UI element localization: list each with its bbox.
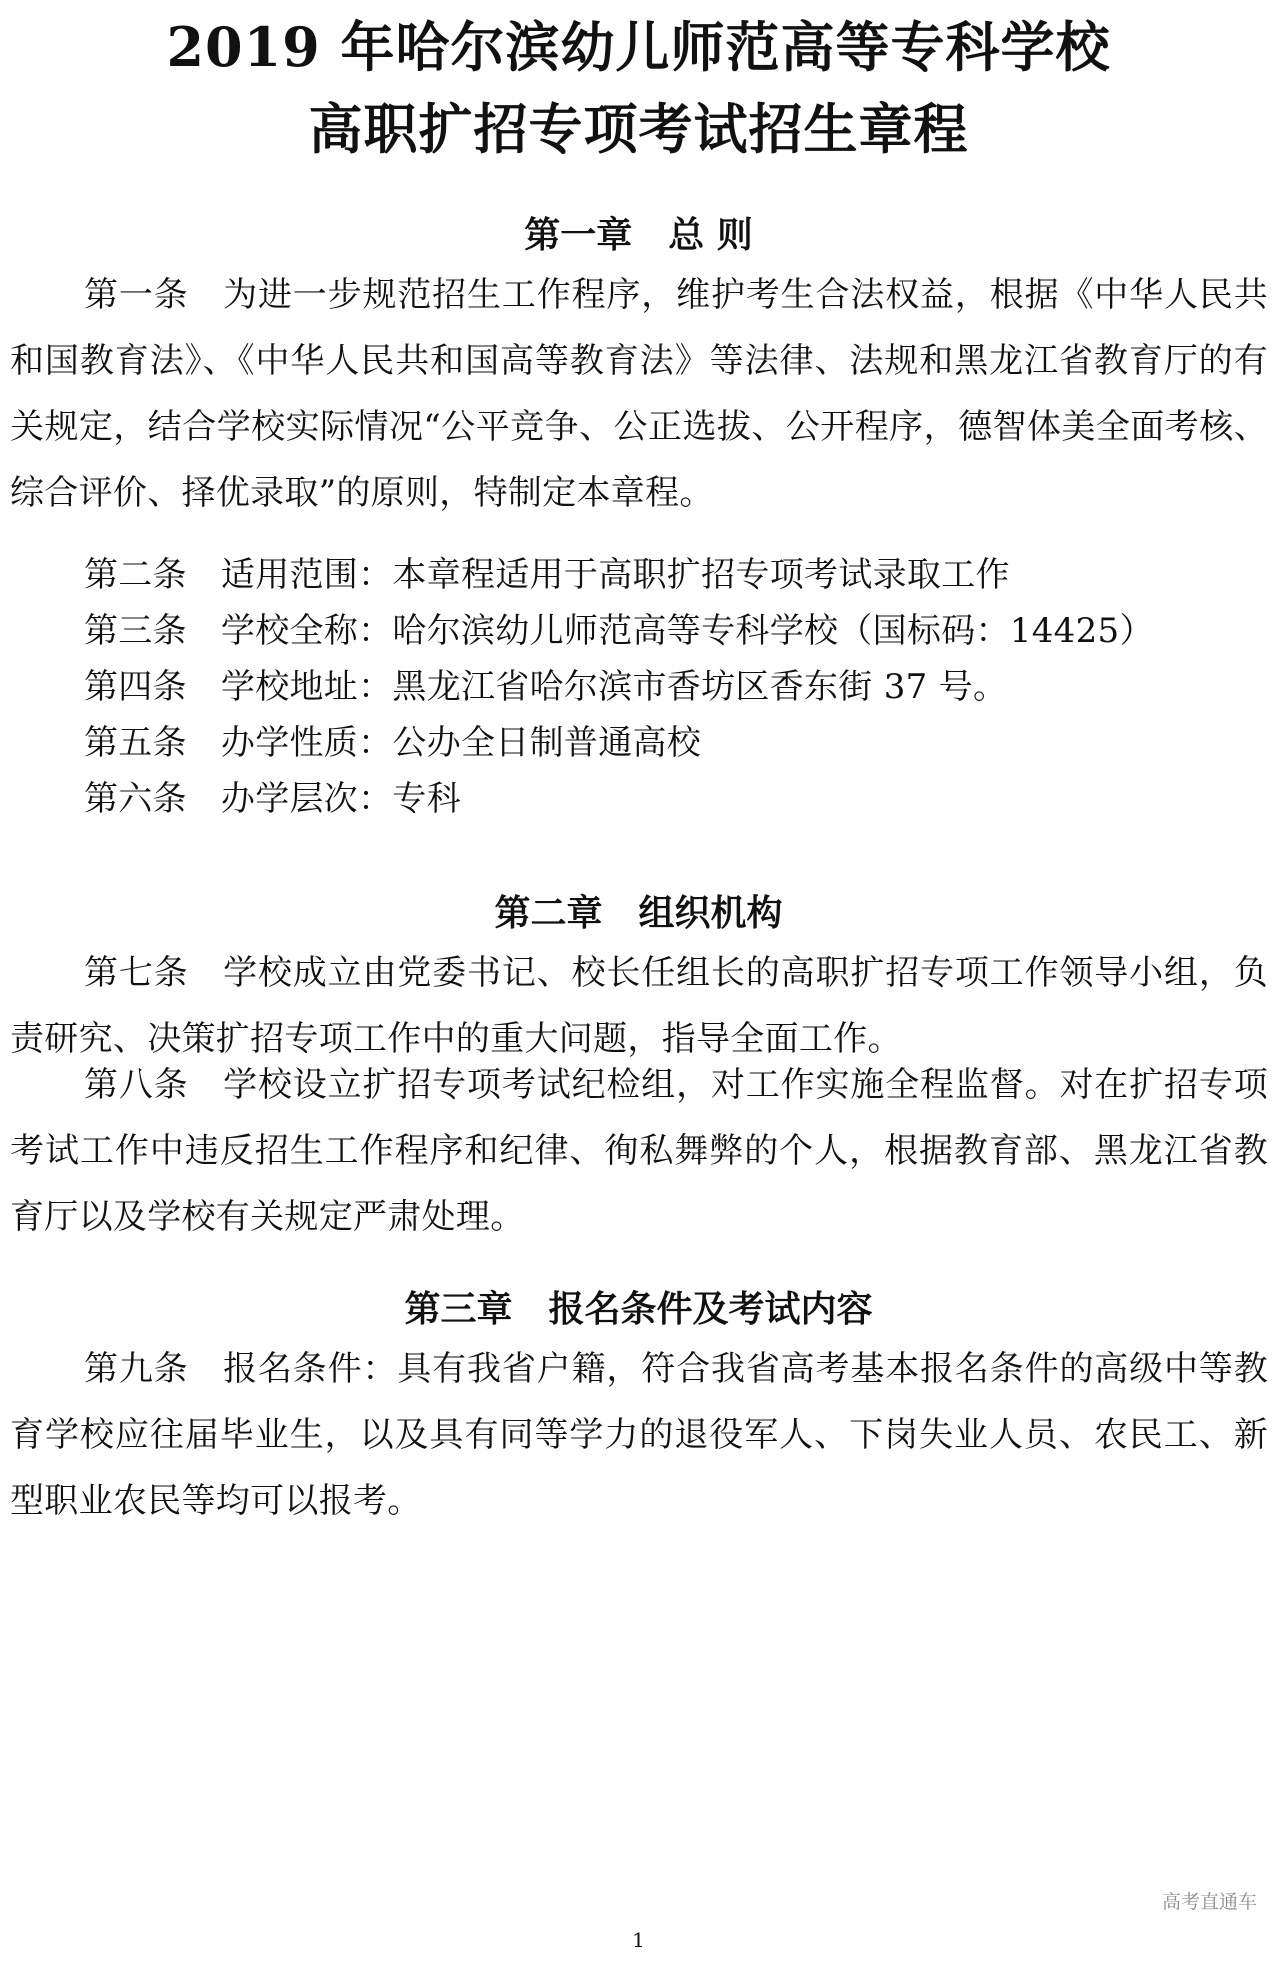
article-number: 第一条 [84, 275, 189, 315]
chapter-heading: 第二章 组织机构 [494, 893, 783, 934]
article-text: 学校地址：黑龙江省哈尔滨市香坊区香东街 37 号。 [220, 667, 1008, 707]
article-number: 第五条 [84, 723, 187, 763]
article-number: 第三条 [84, 611, 187, 651]
article-number: 第二条 [84, 555, 187, 595]
article-number: 第七条 [84, 953, 189, 993]
document-title-line-1: 2019 年哈尔滨幼儿师范高等专科学校 [166, 15, 1111, 79]
article-number: 第六条 [84, 779, 187, 819]
article-text: 学校设立扩招专项考试纪检组，对工作实施全程监督。对在扩招专项考试工作中违反招生工作程序和纪律、徇私舞弊的个人，根据教育部、黑龙江省教育厅以及学校有关规定严肃处理。 [10, 1065, 1268, 1237]
article-number: 第八条 [84, 1065, 189, 1105]
article-paragraph [10, 766, 1268, 832]
watermark-text: 高考直通车 [1161, 1891, 1257, 1913]
article-text: 学校成立由党委书记、校长任组长的高职扩招专项工作领导小组，负责研究、决策扩招专项工作中的重大问题，指导全面工作。 [10, 953, 1268, 1059]
article-text: 办学性质：公办全日制普通高校 [220, 723, 702, 763]
chapter-heading: 第三章 报名条件及考试内容 [404, 1289, 873, 1330]
article-paragraph [10, 262, 1268, 526]
page-number: 1 [632, 1928, 645, 1952]
article-paragraph [10, 1336, 1268, 1534]
document-title-line-2: 高职扩招专项考试招生章程 [308, 97, 969, 161]
chapter-heading: 第一章 总 则 [524, 215, 753, 256]
article-text: 适用范围：本章程适用于高职扩招专项考试录取工作 [220, 555, 1010, 595]
article-text: 学校全称：哈尔滨幼儿师范高等专科学校（国标码：14425） [220, 611, 1154, 651]
article-paragraph [10, 1052, 1268, 1250]
article-text: 办学层次：专科 [220, 779, 462, 819]
article-number: 第九条 [84, 1349, 189, 1389]
article-text: 报名条件：具有我省户籍，符合我省高考基本报名条件的高级中等教育学校应往届毕业生，以及具有同等学力的退役军人、下岗失业人员、农民工、新型职业农民等均可以报考。 [10, 1349, 1268, 1521]
article-text: 为进一步规范招生工作程序，维护考生合法权益，根据《中华人民共和国教育法》、《中华人民共和国高等教育法》等法律、法规和黑龙江省教育厅的有关规定，结合学校实际情况“公平竞争、公正选拔、公开程序，德智体美全面考核、综合评价、择优录取”的原则，特制定本章程。 [10, 275, 1268, 513]
article-number: 第四条 [84, 667, 187, 707]
